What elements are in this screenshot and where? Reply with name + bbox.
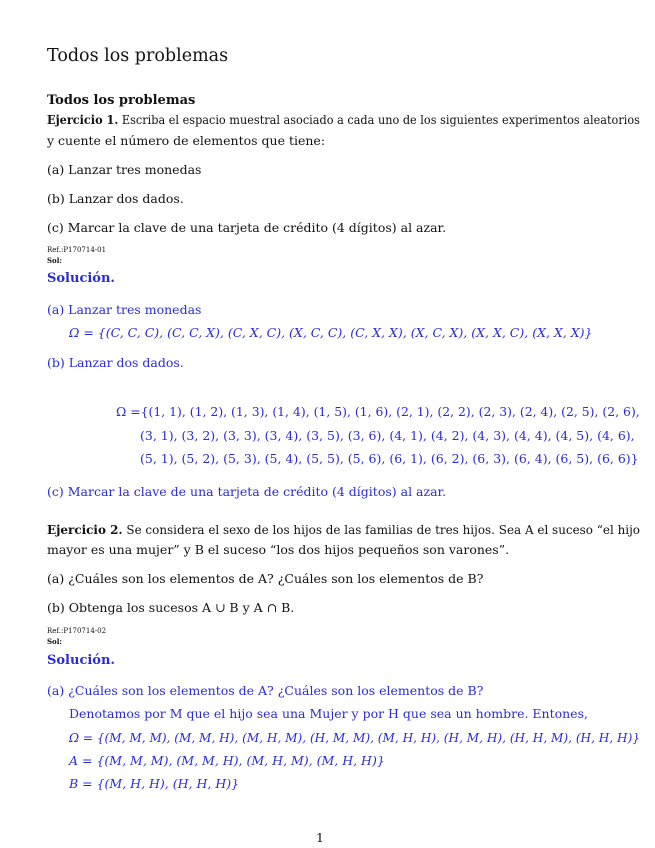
exercise-2-item-a: (a) ¿Cuáles son los elementos de A? ¿Cuáles son los elementos de B? xyxy=(47,571,484,586)
exercise-1-ref: Ref.:P170714-01 xyxy=(47,246,107,254)
solution-2a-set-a: A = {(M, M, M), (M, M, H), (M, H, M), (M, H, H)} xyxy=(69,753,385,768)
solution-1a-label: (a) Lanzar tres monedas xyxy=(47,302,202,317)
exercise-2-text-line-1: Se considera el sexo de los hijos de las familias de tres hijos. Sea A el suceso “el hijo xyxy=(126,522,641,537)
solution-1c-label: (c) Marcar la clave de una tarjeta de crédito (4 dígitos) al azar. xyxy=(47,484,447,499)
solution-1b-line-1: Ω ={(1, 1), (1, 2), (1, 3), (1, 4), (1, 5), (1, 6), (2, 1), (2, 2), (2, 3), (2, 4), (2, 5), (2, 6), xyxy=(116,404,640,419)
solution-2a-set-b: B = {(M, H, H), (H, H, H)} xyxy=(69,776,240,791)
exercise-2-statement xyxy=(47,522,640,537)
solution-2a-text: Denotamos por M que el hijo sea una Mujer y por H que sea un hombre. Entones, xyxy=(69,706,588,721)
exercise-1-item-a: (a) Lanzar tres monedas xyxy=(47,162,202,177)
exercise-1-label: Ejercicio 1. xyxy=(47,112,119,127)
solution-1b-line-3: (5, 1), (5, 2), (5, 3), (5, 4), (5, 5), (5, 6), (6, 1), (6, 2), (6, 3), (6, 4), (6, 5), (6, 6)} xyxy=(140,451,639,466)
section-heading: Todos los problemas xyxy=(47,93,196,108)
exercise-2-label: Ejercicio 2. xyxy=(47,522,123,537)
page-title: Todos los problemas xyxy=(47,46,229,66)
exercise-2-sol-label: Sol: xyxy=(47,637,62,646)
exercise-2-item-b: (b) Obtenga los sucesos A ∪ B y A ∩ B. xyxy=(47,600,295,615)
solution-2a-omega: Ω = {(M, M, M), (M, M, H), (M, H, M), (H, M, M), (M, H, H), (H, M, H), (H, H, M), (H, H, H)} xyxy=(69,730,641,745)
solution-1a-sample-space: Ω = {(C, C, C), (C, C, X), (C, X, C), (X, C, C), (C, X, X), (X, C, X), (X, X, C), (X, X, X)} xyxy=(69,325,593,340)
exercise-1-solution-title: Solución. xyxy=(47,271,115,286)
exercise-1-sol-label: Sol: xyxy=(47,256,62,265)
exercise-1-text-line-2: y cuente el número de elementos que tiene: xyxy=(47,133,326,148)
exercise-1-item-c: (c) Marcar la clave de una tarjeta de crédito (4 dígitos) al azar. xyxy=(47,220,447,235)
solution-1b-line-2: (3, 1), (3, 2), (3, 3), (3, 4), (3, 5), (3, 6), (4, 1), (4, 2), (4, 3), (4, 4), (4, 5), (4, 6), xyxy=(140,428,635,443)
exercise-1-item-b: (b) Lanzar dos dados. xyxy=(47,191,184,206)
solution-2a-label: (a) ¿Cuáles son los elementos de A? ¿Cuáles son los elementos de B? xyxy=(47,683,484,698)
exercise-2-text-line-2: mayor es una mujer” y B el suceso “los dos hijos pequeños son varones”. xyxy=(47,542,510,557)
exercise-1-statement xyxy=(47,112,640,127)
page-number: 1 xyxy=(316,830,324,845)
solution-1b-label: (b) Lanzar dos dados. xyxy=(47,355,184,370)
exercise-2-ref: Ref.:P170714-02 xyxy=(47,627,107,635)
exercise-1-text-line-1: Escriba el espacio muestral asociado a cada uno de los siguientes experimentos aleatorios xyxy=(121,112,640,127)
exercise-2-solution-title: Solución. xyxy=(47,653,115,668)
